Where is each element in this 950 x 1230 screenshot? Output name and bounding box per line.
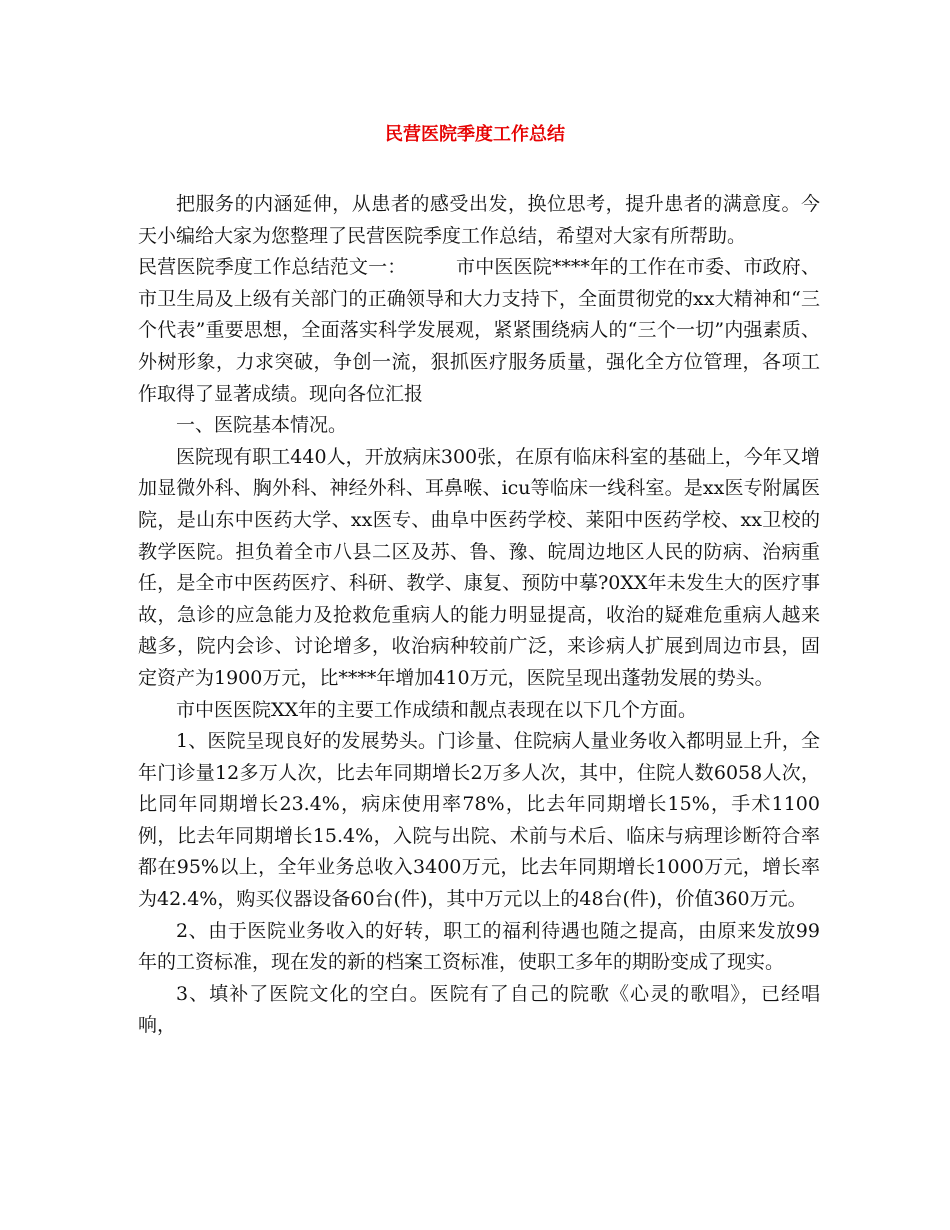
achievement-1-paragraph: 1、医院呈现良好的发展势头。门诊量、住院病人量业务收入都明显上升，全年门诊量12多万人次，比去年同期增长2万多人次，其中，住院人数6058人次，比同年同期增长23.4%，病床使用率78%，比去年同期增长15%，手术1100例，比去年同期增长15.4%，入院与出院、术前与术后、临床与病理诊断符合率都在95%以上，全年业务总收入3400万元，比去年同期增长1000万元，增长率为42.4%，购买仪器设备60台(件)，其中万元以上的48台(件)，价值360万元。 — [138, 730, 820, 911]
achievements-intro-paragraph: 市中医医院XX年的主要工作成绩和靓点表现在以下几个方面。 — [176, 698, 698, 721]
sample-text: 市中医医院****年的工作在市委、市政府、市卫生局及上级有关部门的正确领导和大力支持下，全面贯彻党的xx大精神和“三个代表”重要思想，全面落实科学发展观，紧紧围绕病人的“三个一切”内强素质、外树形象，力求突破，争创一流，狠抓医疗服务质量，强化全方位管理，各项工作取得了显著成绩。现向各位汇报 — [138, 256, 820, 405]
achievement-2-paragraph: 2、由于医院业务收入的好转，职工的福利待遇也随之提高，由原来发放99年的工资标准，现在发的新的档案工资标准，使职工多年的期盼变成了现实。 — [138, 919, 820, 974]
document-body — [138, 189, 820, 1042]
intro-paragraph: 把服务的内涵延伸，从患者的感受出发，换位思考，提升患者的满意度。今天小编给大家为您整理了民营医院季度工作总结，希望对大家有所帮助。 — [138, 193, 820, 247]
achievement-3-paragraph: 3、填补了医院文化的空白。医院有了自己的院歌《心灵的歌唱》，已经唱响， — [138, 982, 820, 1037]
basic-info-paragraph: 医院现有职工440人，开放病床300张，在原有临床科室的基础上，今年又增加显微外科、胸外科、神经外科、耳鼻喉、icu等临床一线科室。是xx医专附属医院，是山东中医药大学、xx医专、曲阜中医药学校、莱阳中医药学校、xx卫校的教学医院。担负着全市八县二区及苏、鲁、豫、皖周边地区人民的防病、治病重任，是全市中医药医疗、科研、教学、康复、预防中摹?0XX年未发生大的医疗事故，急诊的应急能力及抢救危重病人的能力明显提高，收治的疑难危重病人越来越多，院内会诊、讨论增多，收治病种较前广泛，来诊病人扩展到周边市县，固定资产为1900万元，比****年增加410万元，医院呈现出蓬勃发展的势头。 — [138, 445, 820, 689]
document-title: 民营医院季度工作总结 — [385, 124, 565, 145]
section-heading: 一、医院基本情况。 — [176, 414, 348, 437]
sample-paragraph — [138, 252, 820, 410]
sample-label: 民营医院季度工作总结范文一： — [138, 256, 407, 279]
